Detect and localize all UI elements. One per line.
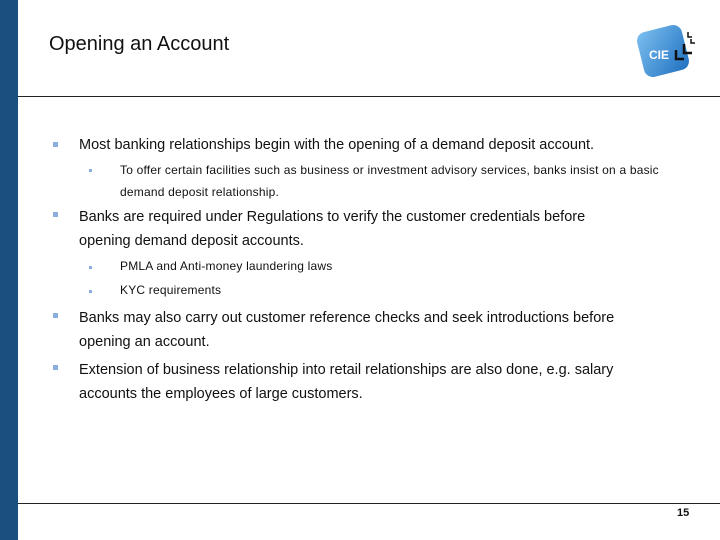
svg-text:CIE: CIE bbox=[649, 48, 670, 62]
sub-bullet-marker bbox=[89, 169, 92, 172]
bullet-1-sub-1: To offer certain facilities such as business or investment advisory services, banks insist on a basic demand deposit relationship. bbox=[120, 163, 659, 199]
bullet-3: Banks may also carry out customer reference checks and seek introductions before opening an account. bbox=[79, 310, 615, 350]
bullet-marker bbox=[53, 365, 58, 370]
page-number: 15 bbox=[677, 507, 690, 519]
sidebar-band bbox=[0, 0, 18, 540]
bullet-4: Extension of business relationship into retail relationships are also done, e.g. salary accounts the employees of large customers. bbox=[79, 362, 614, 402]
bullet-2-sub-2: KYC requirements bbox=[120, 283, 222, 297]
footer-divider bbox=[18, 503, 720, 504]
header-divider bbox=[18, 96, 720, 97]
slide-title: Opening an Account bbox=[49, 33, 230, 55]
ciel-logo bbox=[636, 24, 698, 78]
bullet-2: Banks are required under Regulations to verify the customer credentials before opening demand deposit accounts. bbox=[79, 209, 586, 249]
bullet-marker bbox=[53, 212, 58, 217]
sub-bullet-marker bbox=[89, 290, 92, 293]
bullet-marker bbox=[53, 142, 58, 147]
bullet-marker bbox=[53, 313, 58, 318]
bullet-2-sub-1: PMLA and Anti-money laundering laws bbox=[120, 259, 333, 273]
sub-bullet-marker bbox=[89, 266, 92, 269]
bullet-1: Most banking relationships begin with the opening of a demand deposit account. bbox=[79, 137, 595, 153]
